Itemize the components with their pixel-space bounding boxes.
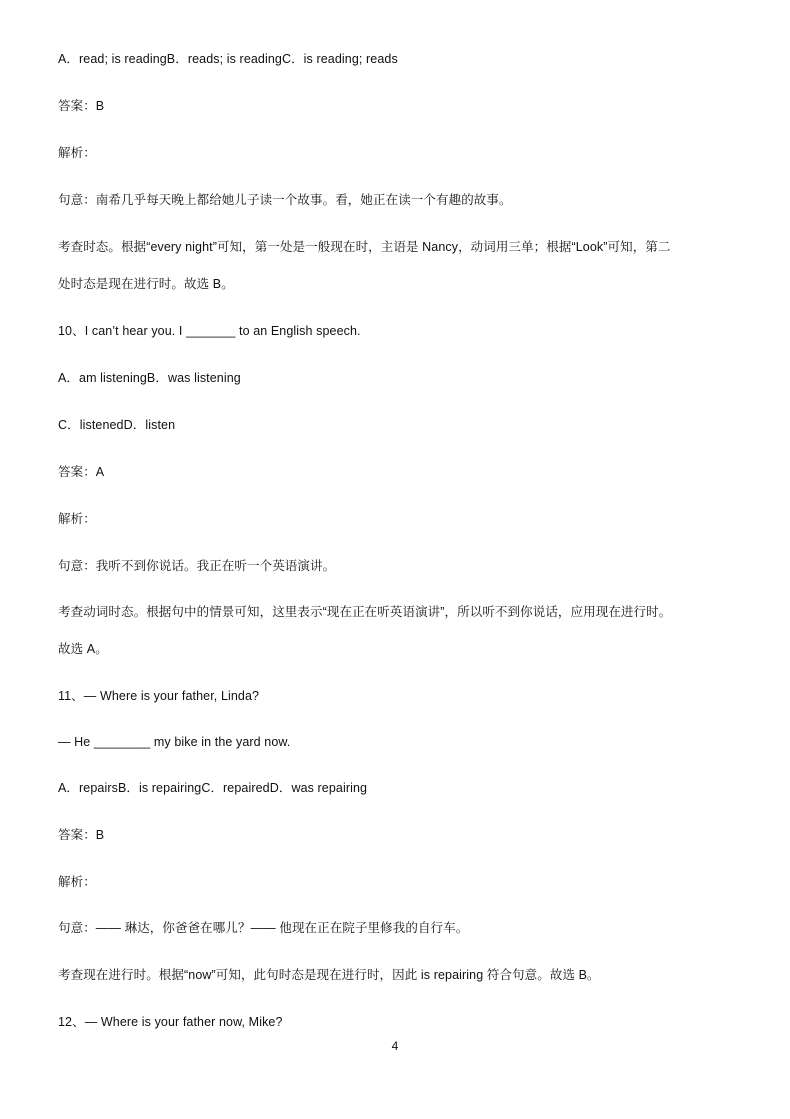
q9-analysis-label: 解析： bbox=[58, 146, 96, 160]
q10-options-line-1: A．am listeningB．was listening bbox=[58, 371, 241, 385]
q10-analysis-label: 解析： bbox=[58, 512, 96, 526]
q12-question-line: 12、— Where is your father now, Mike? bbox=[58, 1015, 283, 1029]
q10-meaning-line: 句意：我听不到你说话。我正在听一个英语演讲。 bbox=[58, 559, 336, 573]
q11-analysis-label: 解析： bbox=[58, 875, 96, 889]
q10-question-line: 10、I can’t hear you. I _______ to an English speech. bbox=[58, 324, 361, 338]
q11-answer-line: 答案：B bbox=[58, 828, 105, 842]
page-number: 4 bbox=[391, 1039, 399, 1053]
q10-explanation-line-1: 考查动词时态。根据句中的情景可知，这里表示“现在正在听英语演讲”，所以听不到你说话，应用现在进行时。 bbox=[58, 605, 672, 619]
q10-answer-line: 答案：A bbox=[58, 465, 105, 479]
q11-question-line-1: 11、— Where is your father, Linda? bbox=[58, 689, 260, 703]
q9-explanation-line-2: 处时态是现在进行时。故选 B。 bbox=[58, 277, 234, 291]
q10-explanation-line-2: 故选 A。 bbox=[58, 642, 108, 656]
q9-meaning-line: 句意：南希几乎每天晚上都给她儿子读一个故事。看，她正在读一个有趣的故事。 bbox=[58, 193, 512, 207]
q11-explanation-line: 考查现在进行时。根据“now”可知，此句时态是现在进行时，因此 is repairing 符合句意。故选 B。 bbox=[58, 968, 600, 982]
q11-meaning-line: 句意：—— 琳达，你爸爸在哪儿？—— 他现在正在院子里修我的自行车。 bbox=[58, 921, 469, 935]
q9-options-line: A．read; is readingB．reads; is readingC．is reading; reads bbox=[58, 52, 398, 66]
q11-question-line-2: — He ________ my bike in the yard now. bbox=[58, 735, 291, 749]
q10-options-line-2: C．listenedD．listen bbox=[58, 418, 176, 432]
q9-explanation-line-1: 考查时态。根据“every night”可知，第一处是一般现在时，主语是 Nancy，动词用三单；根据“Look”可知，第二 bbox=[58, 240, 671, 254]
q11-options-line: A．repairsB．is repairingC．repairedD．was repairing bbox=[58, 781, 368, 795]
q9-answer-line: 答案：B bbox=[58, 99, 105, 113]
